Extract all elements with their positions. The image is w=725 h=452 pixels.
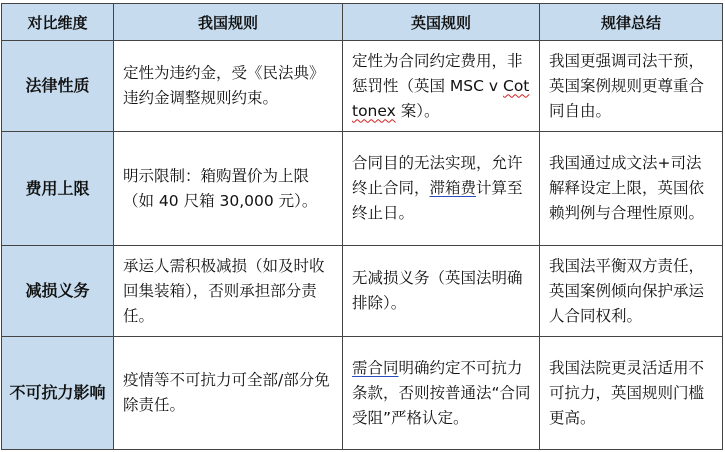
uk-rule-text: 无减损义务（英国法明确排除）。 (352, 269, 523, 312)
uk-rule-text: 定性为合同约定费用，非惩罚性（英国 MSC v (352, 51, 523, 95)
uk-rule-text-end: 案）。 (395, 101, 440, 120)
uk-rule-cell (343, 337, 540, 450)
table-row (2, 41, 723, 132)
table-row (2, 337, 723, 450)
table-row (2, 246, 723, 337)
row-dimension: 法律性质 (2, 41, 114, 132)
summary-cell: 我国通过成文法+司法解释设定上限，英国依赖判例与合理性原则。 (540, 132, 723, 246)
cn-rule-cell: 承运人需积极减损（如及时收回集装箱），否则承担部分责任。 (114, 246, 343, 337)
row-dimension: 费用上限 (2, 132, 114, 246)
row-dimension: 减损义务 (2, 246, 114, 337)
header-uk-rules: 英国规则 (343, 4, 540, 41)
cn-rule-cell: 明示限制：箱购置价为上限（如 40 尺箱 30,000 元）。 (114, 132, 343, 246)
header-summary: 规律总结 (540, 4, 723, 41)
spellcheck-marked-text: Cottonex (352, 76, 530, 120)
header-dimension: 对比维度 (2, 4, 114, 41)
uk-rule-text: 合同目的无法实现，允许终止合同， (352, 154, 523, 197)
uk-rule-cell (343, 246, 540, 337)
uk-rule-text-end: 明确约定不可抗力条款，否则按普通法“合同受阻”严格认定。 (352, 358, 531, 427)
comparison-table (1, 3, 723, 450)
cn-rule-cell: 定性为违约金，受《民法典》违约金调整规则约束。 (114, 41, 343, 132)
summary-cell: 我国法院更灵活适用不可抗力，英国规则门槛更高。 (540, 337, 723, 450)
header-row (2, 4, 723, 41)
row-dimension: 不可抗力影响 (2, 337, 114, 450)
summary-cell: 我国更强调司法干预，英国案例规则更尊重合同自由。 (540, 41, 723, 132)
uk-rule-text-end: 计算至终止日。 (352, 179, 523, 222)
uk-rule-cell (343, 132, 540, 246)
underlined-term: 滞箱费 (429, 179, 477, 197)
underlined-term: 需合同 (352, 358, 399, 377)
cn-rule-cell: 疫情等不可抗力可全部/部分免除责任。 (114, 337, 343, 450)
uk-rule-cell (343, 41, 540, 132)
table-row (2, 132, 723, 246)
summary-cell: 我国法平衡双方责任，英国案例倾向保护承运人合同权利。 (540, 246, 723, 337)
header-cn-rules: 我国规则 (114, 4, 343, 41)
